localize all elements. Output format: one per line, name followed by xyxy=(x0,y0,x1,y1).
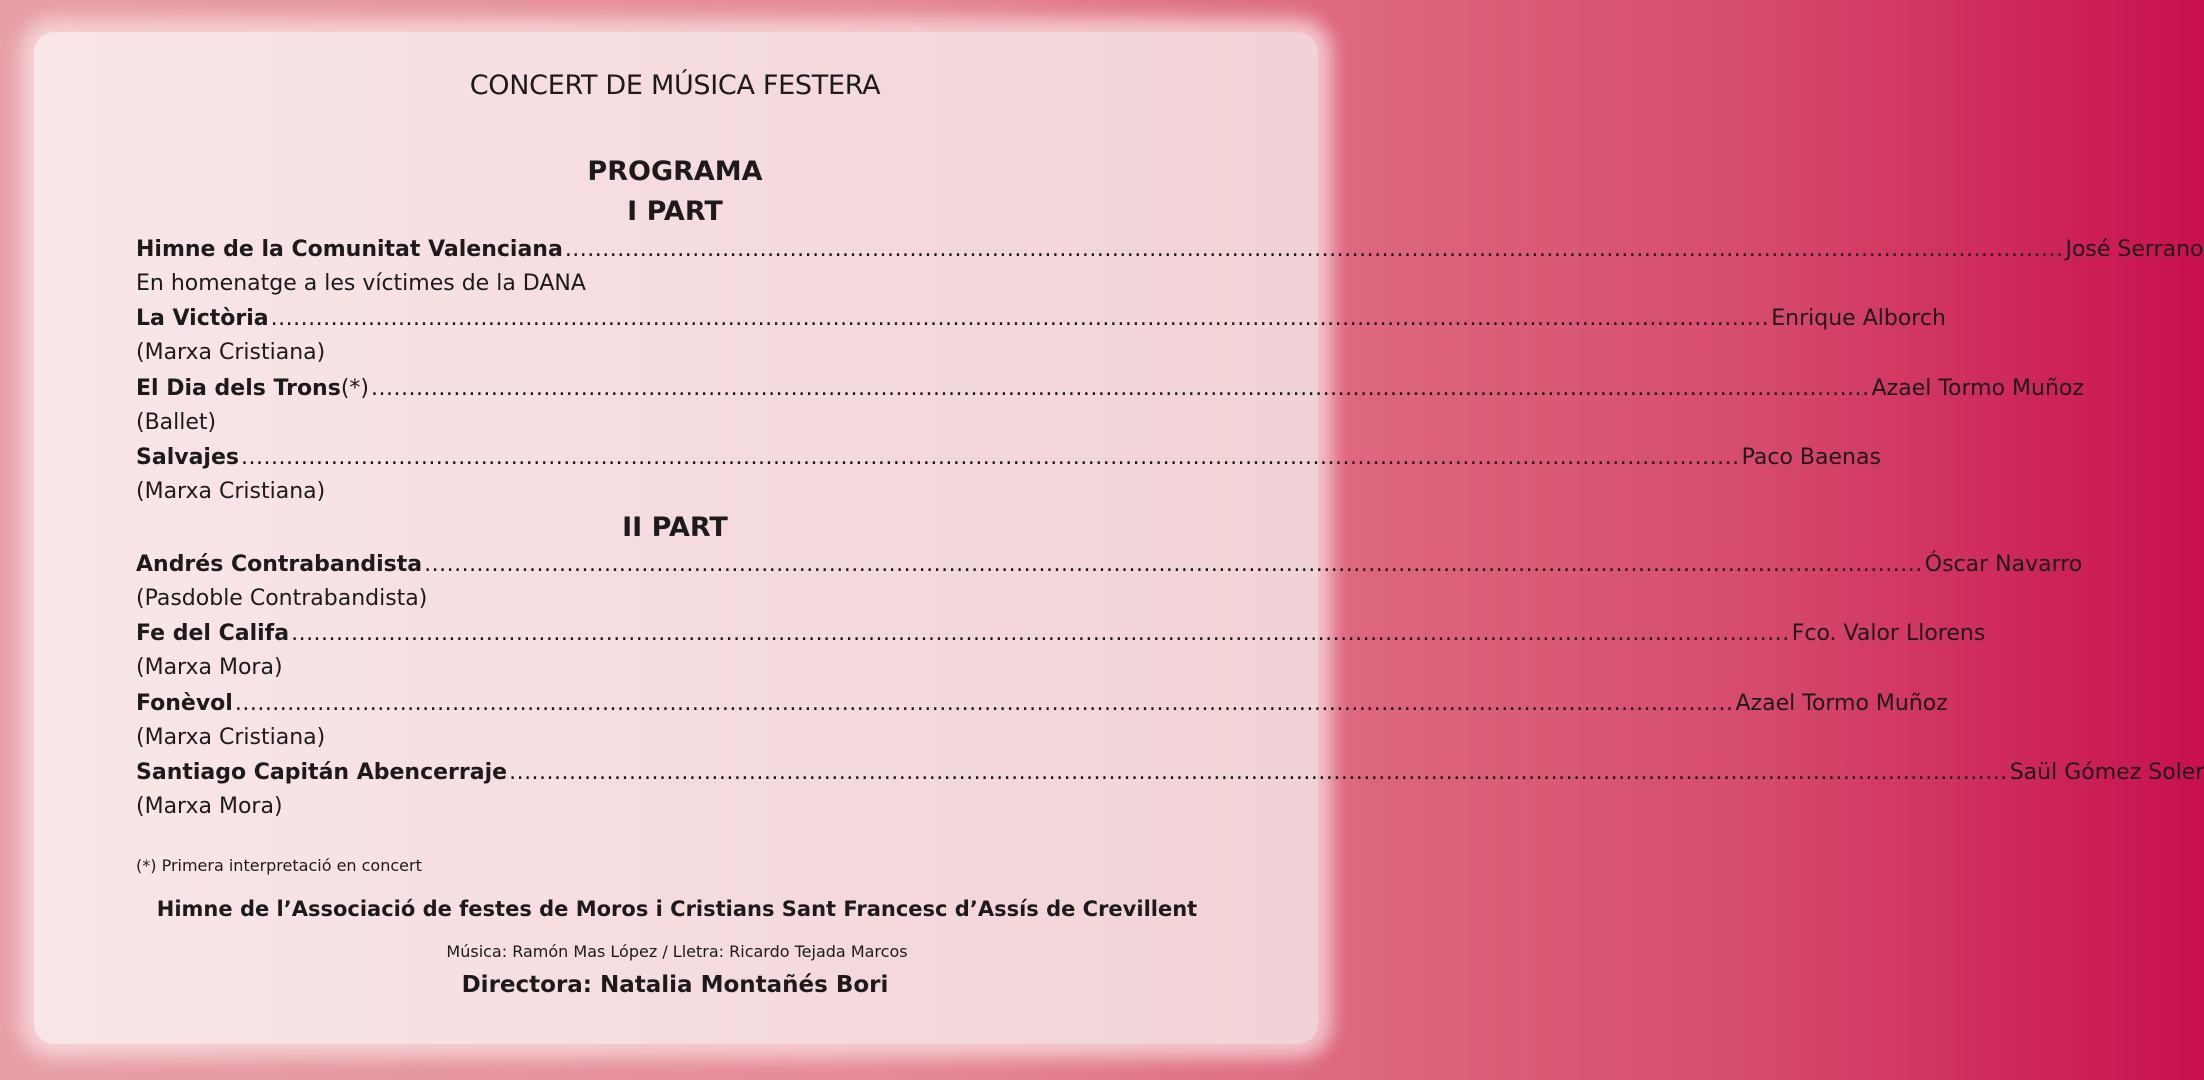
concert-title: CONCERT DE MÚSICA FESTERA xyxy=(469,70,881,101)
director: Directora: Natalia Montañés Bori xyxy=(461,972,889,998)
program-item xyxy=(136,760,2204,822)
piece-subtitle: (Marxa Cristiana) xyxy=(136,340,326,365)
anthem-title: Himne de l’Associació de festes de Moros i Cristians Sant Francesc d’Assís de Crevillent xyxy=(156,897,1198,921)
composer: Óscar Navarro xyxy=(1924,552,2083,577)
program-item xyxy=(136,306,1946,368)
piece-title: La Victòria xyxy=(136,306,269,331)
dot-leader: ........................................................................................................................................................................................................ xyxy=(564,237,2064,262)
program-item xyxy=(136,237,2204,299)
piece-title: El Dia dels Trons xyxy=(136,376,341,401)
dot-leader: ........................................................................................................................................................................................................ xyxy=(291,621,1790,646)
dot-leader: ........................................................................................................................................................................................................ xyxy=(424,552,1923,577)
piece-subtitle: (Marxa Cristiana) xyxy=(136,725,326,750)
piece-subtitle: (Marxa Mora) xyxy=(136,794,283,819)
composer: Azael Tormo Muñoz xyxy=(1735,691,1948,716)
part2-heading: II PART xyxy=(622,512,728,543)
dot-leader: ........................................................................................................................................................................................................ xyxy=(270,306,1770,331)
program-item xyxy=(136,621,1986,683)
part1-heading: I PART xyxy=(627,196,723,227)
dot-leader: ........................................................................................................................................................................................................ xyxy=(509,760,2008,785)
piece-subtitle: (Marxa Mora) xyxy=(136,655,283,680)
piece-subtitle: (Pasdoble Contrabandista) xyxy=(136,586,428,611)
piece-title: Andrés Contrabandista xyxy=(136,552,423,577)
piece-title: Himne de la Comunitat Valenciana xyxy=(136,237,563,262)
piece-subtitle: (Marxa Cristiana) xyxy=(136,479,326,504)
dot-leader: ........................................................................................................................................................................................................ xyxy=(240,445,1740,470)
program-item xyxy=(136,552,2083,614)
piece-subtitle: En homenatge a les víctimes de la DANA xyxy=(136,271,586,296)
composer: Saül Gómez Soler xyxy=(2009,760,2204,785)
program-item xyxy=(136,691,1948,753)
dot-leader: ........................................................................................................................................................................................................ xyxy=(234,691,1734,716)
composer: José Serrano xyxy=(2065,237,2204,262)
anthem-credits: Música: Ramón Mas López / Lletra: Ricardo Tejada Marcos xyxy=(446,942,908,961)
piece-title: Santiago Capitán Abencerraje xyxy=(136,760,508,785)
composer: Fco. Valor Llorens xyxy=(1791,621,1986,646)
piece-title: Fonèvol xyxy=(136,691,233,716)
program-item xyxy=(136,445,1881,507)
footnote: (*) Primera interpretació en concert xyxy=(136,856,422,875)
dot-leader: ........................................................................................................................................................................................................ xyxy=(370,376,1870,401)
composer: Enrique Alborch xyxy=(1771,306,1946,331)
piece-title: Salvajes xyxy=(136,445,239,470)
composer: Paco Baenas xyxy=(1741,445,1881,470)
composer: Azael Tormo Muñoz xyxy=(1871,376,2084,401)
program-item xyxy=(136,376,2084,438)
piece-subtitle: (Ballet) xyxy=(136,410,217,435)
piece-title: Fe del Califa xyxy=(136,621,290,646)
programa-heading: PROGRAMA xyxy=(587,156,763,187)
premiere-marker: (*) xyxy=(340,376,369,401)
